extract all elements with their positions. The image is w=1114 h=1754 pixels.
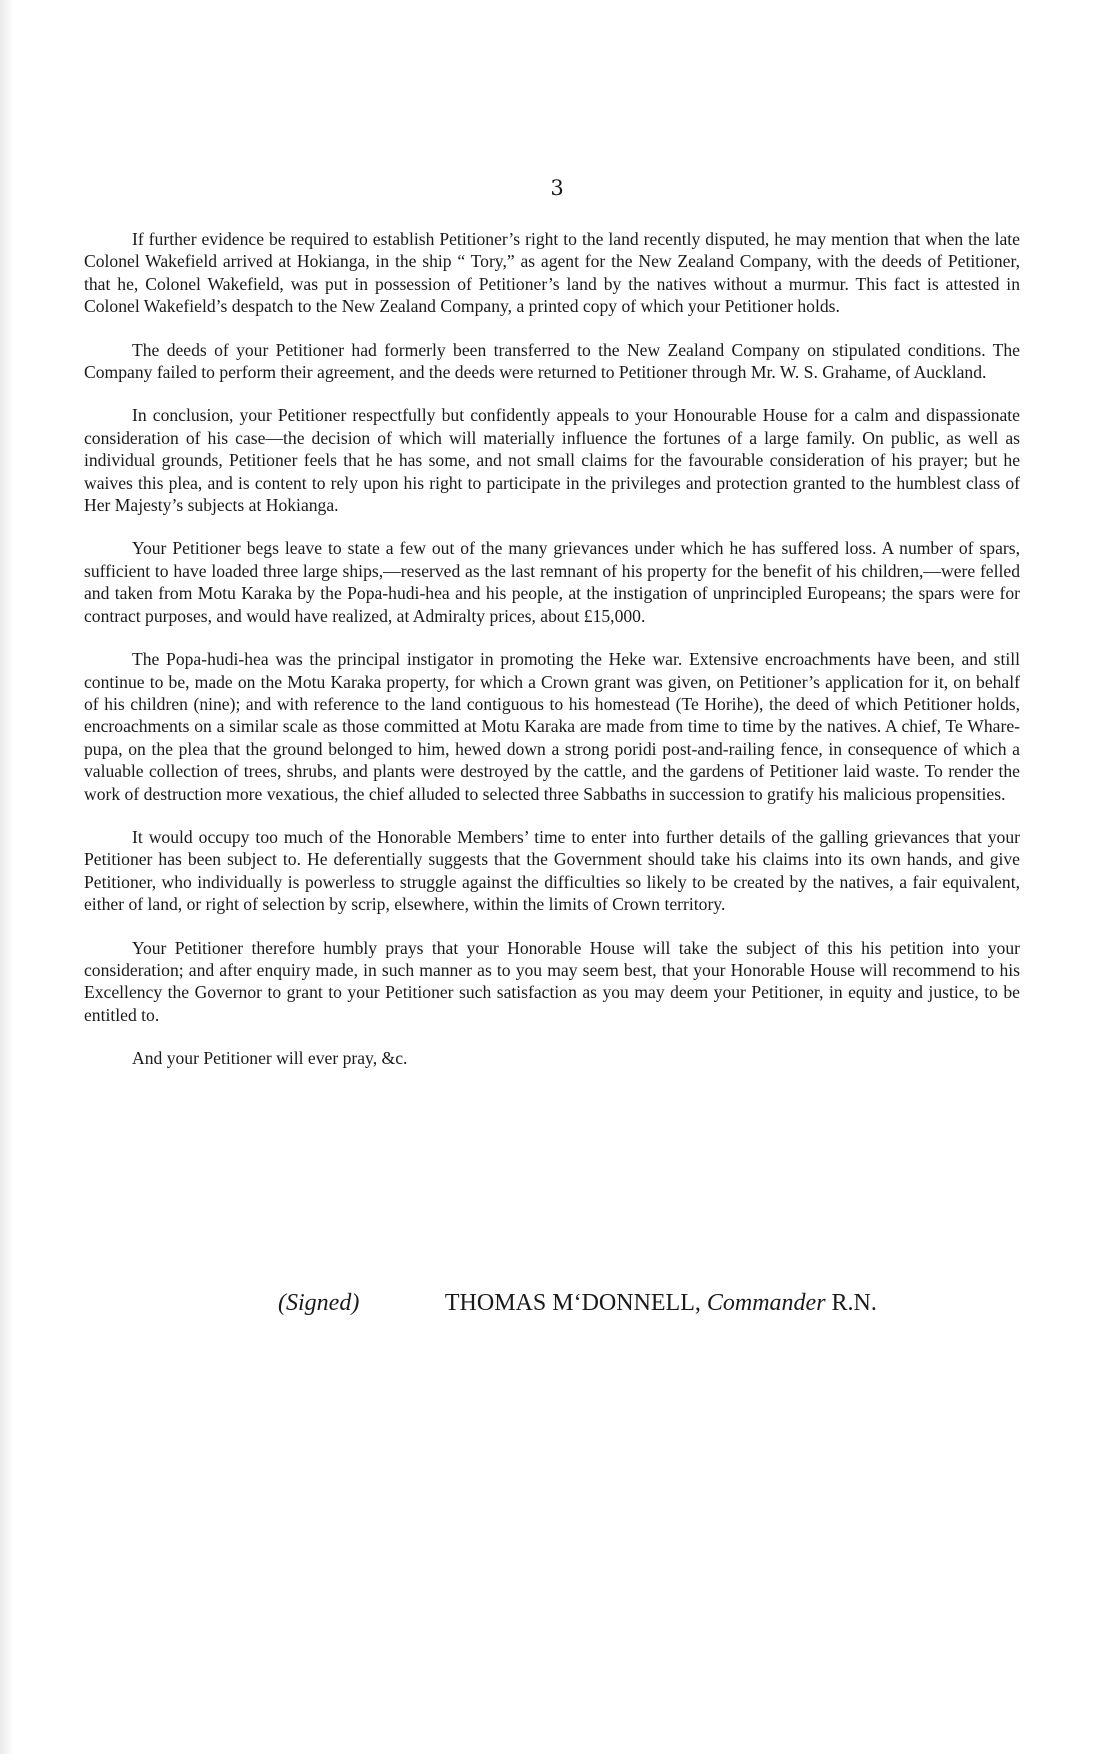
paragraph-deeds: The deeds of your Petitioner had formerly been transferred to the New Zealand Company on stipulated conditions. The Company failed to perform their agreement, and the deeds were returned to Petitioner through Mr. W. S. Grahame, of Auckland. xyxy=(84,339,1020,383)
paragraph-evidence: If further evidence be required to establish Petitioner’s right to the land recently disputed, he may mention that when the late Colonel Wakefield arrived at Hokianga, in the ship “ Tory,” as agent for the New Zealand Company, with the deeds of Petitioner, that he, Colonel Wakefield, was put in possession of Petitioner’s land by the natives without a murmur. This fact is attested in Colonel Wakefield’s despatch to the New Zealand Company, a printed copy of which your Petitioner holds. xyxy=(84,229,1020,317)
signer-title: Commander xyxy=(706,1290,826,1316)
signer-name: THOMAS M‘DONNELL, xyxy=(444,1290,701,1316)
petition-body xyxy=(84,228,1020,1070)
paragraph-encroachments: The Popa-hudi-hea was the principal instigator in promoting the Heke war. Extensive encroachments have been, and still continue to be, made on the Motu Karaka property, for which a Crown grant was given, on Petitioner’s application for it, on behalf of his children (nine); and with reference to the land contiguous to his homestead (Te Horihe), the deed of which Petitioner holds, encroachments on a similar scale as those committed at Motu Karaka are made from time to time by the natives. A chief, Te Whare-pupa, on the plea that the ground belonged to him, hewed down a strong poridi post-and-railing fence, in consequence of which a valuable collection of trees, shrubs, and plants were destroyed by the cattle, and the gardens of Petitioner laid waste. To render the work of destruction more vexatious, the chief alluded to selected three Sabbaths in succession to gratify his malicious propensities. xyxy=(84,649,1020,804)
paragraph-conclusion: In conclusion, your Petitioner respectfully but confidently appeals to your Honourable House for a calm and dispassionate consideration of his case—the decision of which will materially influence the fortunes of a large family. On public, as well as individual grounds, Petitioner feels that he has some, and not small claims for the favourable consideration of his prayer; but he waives this plea, and is content to rely upon his right to participate in the privileges and protection granted to the humblest class of Her Majesty’s subjects at Hokianga. xyxy=(84,405,1020,516)
page-edge-shadow xyxy=(0,0,14,1754)
signature-block xyxy=(278,1290,877,1317)
closing-line: And your Petitioner will ever pray, &c. xyxy=(132,1048,408,1069)
signer-suffix: R.N. xyxy=(831,1290,877,1316)
page-number: 3 xyxy=(550,176,564,200)
paragraph-prayer: Your Petitioner therefore humbly prays that your Honorable House will take the subject of this his petition into your consideration; and after enquiry made, in such manner as to you may seem best, that your Honorable House will recommend to his Excellency the Governor to grant to your Petitioner such satisfaction as you may deem your Petitioner, in equity and justice, to be entitled to. xyxy=(84,937,1020,1025)
paragraph-further-details: It would occupy too much of the Honorable Members’ time to enter into further details of the galling grievances that your Petitioner has been subject to. He deferentially suggests that the Government should take his claims into its own hands, and give Petitioner, who individually is powerless to struggle against the difficulties so likely to be created by the natives, a fair equivalent, either of land, or right of selection by scrip, elsewhere, within the limits of Crown territory. xyxy=(84,826,1020,915)
paragraph-grievances: Your Petitioner begs leave to state a few out of the many grievances under which he has suffered loss. A number of spars, sufficient to have loaded three large ships,—reserved as the last remnant of his property for the benefit of his children,—were felled and taken from Motu Karaka by the Popa-hudi-hea and his people, at the instigation of unprincipled Europeans; the spars were for contract purposes, and would have realized, at Admiralty prices, about £15,000. xyxy=(84,538,1020,626)
signed-label: (Signed) xyxy=(278,1290,360,1316)
